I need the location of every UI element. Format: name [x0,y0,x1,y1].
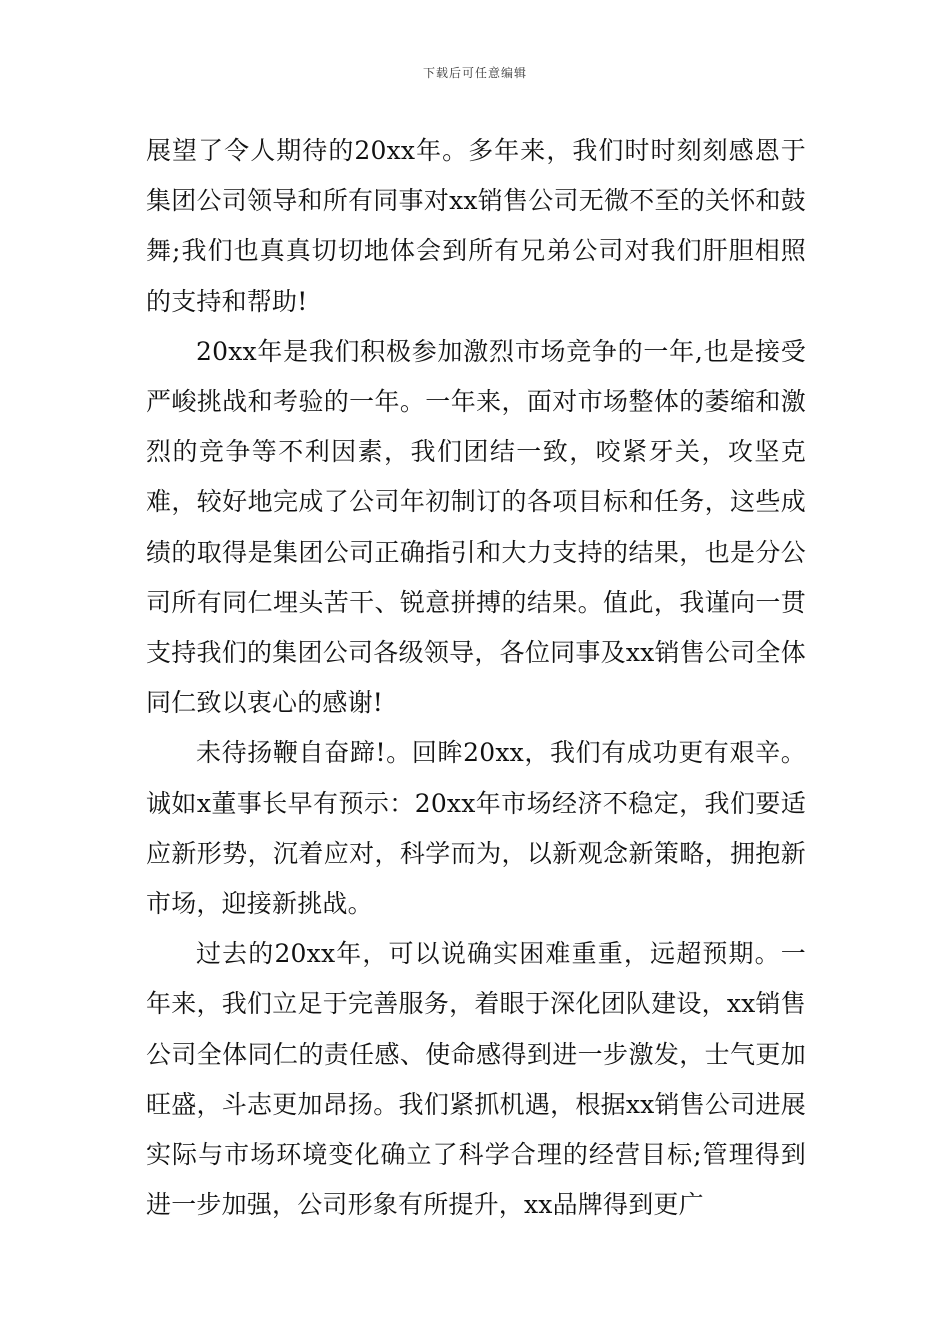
page-header: 下载后可任意编辑 [422,66,527,80]
paragraph-1: 展望了令人期待的20xx年。多年来，我们时时刻刻感恩于集团公司领导和所有同事对xx销售公司无微不至的关怀和鼓舞;我们也真真切切地体会到所有兄弟公司对我们肝胆相照的支持和帮助! [146,136,806,316]
paragraph-4: 过去的20xx年，可以说确实困难重重，远超预期。一年来，我们立足于完善服务，着眼于深化团队建设，xx销售公司全体同仁的责任感、使命感得到进一步激发，士气更加旺盛，斗志更加昂扬。我们紧抓机遇，根据xx销售公司进展实际与市场环境变化确立了科学合理的经营目标;管理得到进一步加强，公司形象有所提升，xx品牌得到更广 [146,939,806,1220]
paragraph-3: 未待扬鞭自奋蹄!。回眸20xx，我们有成功更有艰辛。诚如x董事长早有预示：20xx年市场经济不稳定，我们要适应新形势，沉着应对，科学而为，以新观念新策略，拥抱新市场，迎接新挑战。 [146,738,806,919]
paragraph-2: 20xx年是我们积极参加激烈市场竞争的一年,也是接受严峻挑战和考验的一年。一年来，面对市场整体的萎缩和激烈的竞争等不利因素，我们团结一致，咬紧牙关，攻坚克难，较好地完成了公司年初制订的各项目标和任务，这些成绩的取得是集团公司正确指引和大力支持的结果，也是分公司所有同仁埋头苦干、锐意拼搏的结果。值此，我谨向一贯支持我们的集团公司各级领导，各位同事及xx销售公司全体同仁致以衷心的感谢! [146,336,806,718]
document-body [146,126,806,1230]
